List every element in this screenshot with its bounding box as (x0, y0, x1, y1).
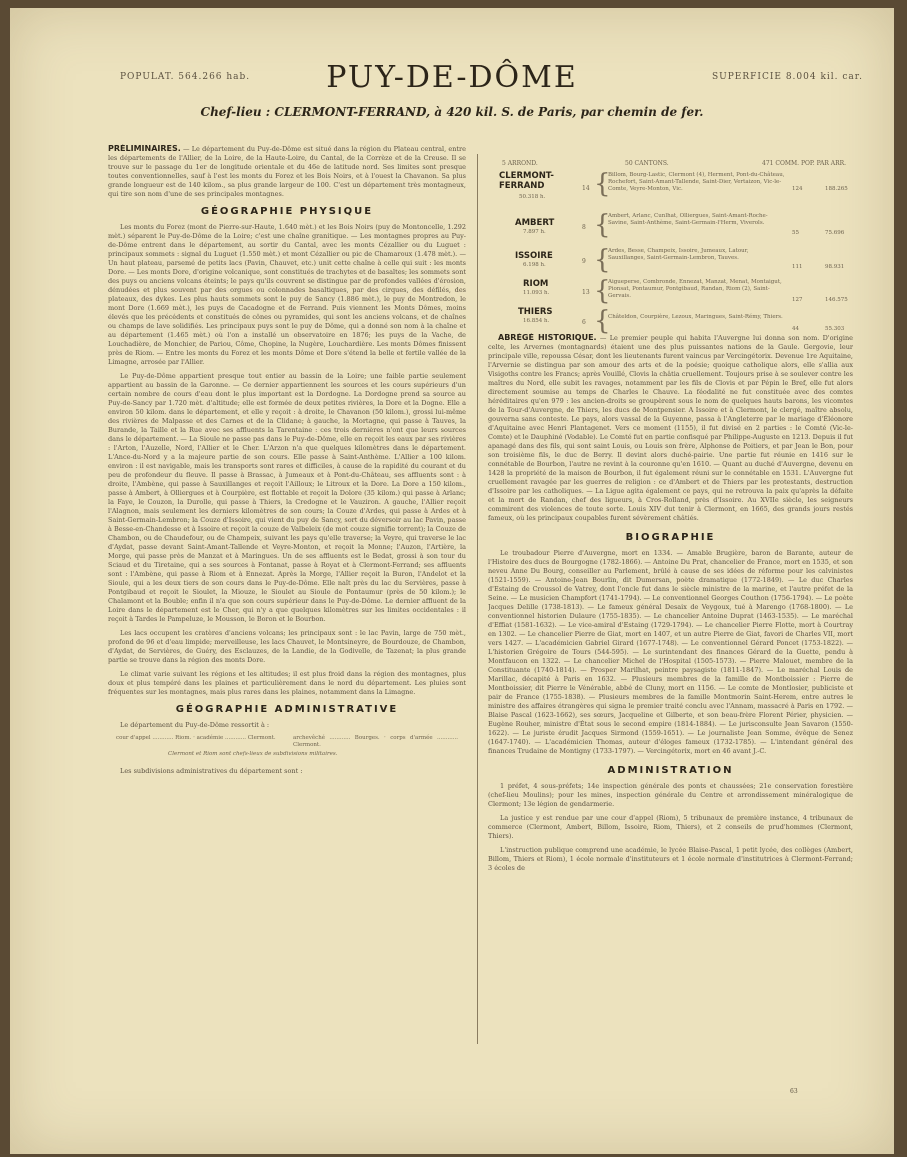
geo-physique-paragraph-4: Le climat varie suivant les régions et les altitudes; il est plus froid dans la région des montagnes, plus doux et plus tempéré dans les plaines et particulièrement dans le nord du département. Les pluies sont fréquentes sur les montagnes, mais plus rares dans les plaines, notamment dans la Limagne. (108, 670, 466, 696)
arr-cantons-ambert: Ambert, Arlanc, Cunlhat, Olliergues, Saint-Amant-Roche-Savine, Saint-Anthème, Saint-Germain-l'Herm, Viverols. (608, 213, 768, 226)
arr-brace-riom: { (594, 276, 611, 306)
arr-name-thiers: THIERS (518, 307, 553, 317)
arr-pop-clermont: 50.318 h. (519, 194, 546, 200)
arr-brace-issoire: { (594, 245, 611, 275)
right-column (488, 333, 853, 1093)
atlas-page (10, 8, 894, 1154)
geo-physique-paragraph-3: Les lacs occupent les cratères d'anciens volcans; les principaux sont : le lac Pavin, large de 750 mèt., profond de 96 et d'eau limpide; merveilleuse, les lacs Chauvet, le Montsineyre, de Bourdouze, de Chambon, d'Aydat, de Servières, de Guéry, des Esclauzes, de la Landie, de la Godivelle, de Tazenat; la plus grande partie se trouve dans la région des monts Dore. (108, 629, 466, 664)
arr-communes-issoire: 111 (792, 264, 803, 270)
arr-cantons-n-clermont: 14 (582, 185, 590, 192)
geo-administrative-footer: Les subdivisions administratives du département sont : (120, 767, 303, 775)
chef-lieu-line: Chef-lieu : CLERMONT-FERRAND, à 420 kil. S. de Paris, par chemin de fer. (200, 105, 704, 119)
arr-communes-riom: 127 (792, 297, 803, 303)
arr-communes-ambert: 55 (792, 230, 799, 236)
geographie-administrative-heading: GÉOGRAPHIE ADMINISTRATIVE (175, 704, 399, 715)
arr-cantons-clermont: Billom, Bourg-Lastic, Clermont (4), Herment, Pont-du-Château, Rochefort, Saint-Amant-Tallende, Saint-Dier, Vertaizon, Vic-le-Comte, Veyre-Monton, Vic. (608, 172, 785, 192)
arr-population-thiers: 55.303 (825, 326, 845, 332)
preliminaires-paragraph (108, 144, 466, 199)
arr-brace-thiers: { (594, 306, 611, 336)
arr-name-issoire: ISSOIRE (515, 251, 553, 261)
arr-population-clermont: 188.265 (825, 186, 848, 192)
abrege-paragraph (488, 333, 853, 523)
arr-cantons-issoire: Ardes, Besse, Champeix, Issoire, Jumeaux, Latour, Sauxillanges, Saint-Germain-Lembron, Tauves. (608, 248, 749, 261)
arr-pop-thiers: 16.854 h. (523, 318, 550, 324)
arr-cantons-riom: Aigueperse, Combronde, Ennezat, Manzat, Menat, Montaigut, Pionsat, Pontaumur, Pontgibaud, Randan, Riom (2), Saint-Gervais. (608, 279, 782, 299)
arr-cantons-n-ambert: 8 (582, 224, 586, 231)
ressort-right: archevêché ............ Bourges. · corps d'armée ............ Clermont. (293, 735, 458, 748)
administration-heading: ADMINISTRATION (607, 765, 734, 776)
administration-text-3: L'instruction publique comprend une académie, le lycée Blaise-Pascal, 1 petit lycée, des collèges (Ambert, Billom, Thiers et Riom), 1 école normale d'instituteurs et 1 école normale d'institutrices à Clermont-Ferrand; 3 écoles de (488, 846, 853, 872)
biographie-heading: BIOGRAPHIE (625, 532, 716, 543)
ressort-note: Clermont et Riom sont chefs-lieux de subdivisions militaires. (168, 751, 338, 757)
arr-communes-clermont: 124 (792, 186, 803, 192)
preliminaires-label: PRÉLIMINAIRES. (108, 144, 181, 153)
arr-cantons-thiers: Châteldon, Courpière, Lezoux, Maringues, Saint-Rémy, Thiers. (608, 314, 783, 320)
page-title: PUY-DE-DÔME (326, 60, 578, 95)
arr-pop-ambert: 7.897 h. (523, 229, 546, 235)
arr-name-riom: RIOM (523, 279, 549, 289)
arr-header-communes: 471 COMM. POP. PAR ARR. (762, 160, 847, 167)
left-column (108, 144, 466, 1049)
arr-brace-ambert: { (594, 210, 611, 240)
arr-population-ambert: 75.696 (825, 230, 845, 236)
geographie-physique-heading: GÉOGRAPHIE PHYSIQUE (200, 206, 374, 217)
arr-population-issoire: 98.931 (825, 264, 845, 270)
arr-communes-thiers: 44 (792, 326, 799, 332)
arr-pop-issoire: 6.198 h. (523, 262, 546, 268)
geo-physique-paragraph-2: Le Puy-de-Dôme appartient presque tout entier au bassin de la Loire; une faible partie seulement appartient au bassin de la Garonne. — Ce dernier appartiennent les sources et les cours supérieurs d'un certain nombre de cours d'eau dont le plus important est la Dordogne. La Dordogne prend sa source au Puy-de-Sancy par 1.720 mèt. d'altitude; elle est formée de deux petites rivières, la Dore et la Dogne. Elle a environ 50 kilom. dans le département, et elle y reçoit : à droite, le Chavanon (50 kilom.), grossi lui-même des rivières de Malpasse et des Carnes et de la Clidane; à gauche, la Mortagne, qui passe à Tauves, la Burande, la Taille et la Rue avec ses affluents la Tarentaine : ces trois dernières n'ont que leurs sources dans le département. — La Sioule ne passe pas dans le Puy-de-Dôme, elle en reçoit les eaux par ses rivières : l'Arton, l'Auzelle, Nord, l'Allier et le Cher. L'Arzon n'a que quelques kilomètres dans le département. L'Ance-du-Nord y a la majeure partie de son cours. Elle passe à Saint-Anthème. L'Allier a 100 kilom. environ : il est navigable, mais les transports sont rares et difficiles, à cause de la rapidité du courant et du peu de profondeur du fleuve. Il passe à Brassac, à Jumeaux et à Pont-du-Château, ses affluents sont : à droite, l'Ambène, qui passe à Sauxillanges et reçoit l'Ailloux; le Litroux et la Dore. La Dore a 150 kilom., passe à Ambert, à Olliergues et à Courpière, est flottable et reçoit la Dolore (35 kilom.) qui passe à Arlanc; la Faye, le Couzon, la Durolle, qui passe à Thiers, la Credogne et le Vauziron. A gauche, l'Allier reçoit l'Alagnon, mais seulement les derniers kilomètres de son cours; la Couze d'Ardes, qui passe à Ardes et à Saint-Germain-Lembron; la Couze d'Issoire, qui vient du puy de Sancy, sort du déversoir au lac Pavin, passe à Besse-en-Chandesse et à Issoire et reçoit la couze de Valbeleix (de mot couze signifie torrent); la Couze de Chambon, ou de Chaudefour, ou de Champeix, suivant les pays qu'elle traverse; la Veyre, qui traverse le lac d'Aydat, passe devant Saint-Amant-Tallende et Veyre-Monton, et reçoit la Monne; l'Auzon, l'Artière, la Morge, qui passe près de Manzat et à Maringues. Un de ses affluents est le Bedat, grossi à son tour du Sciaud et du Tiretaine, qui a ses sources à Fontanat, passe à Royat et à Clermont-Ferrand; ses affluents sont : l'Ambène, qui passe à Riom et à Ennezat. Après la Morge, l'Allier reçoit la Buron, l'Andelot et la Sioule, qui a les deux tiers de son cours dans le Puy-de-Dôme. Elle naît près du lac du Servières, passe à Pontgibaud et reçoit le Sioulet, la Miouze, le Sioulet au Sioule de Pontaumur (près de 50 kilom.); le Chalamont et la Bouble; enfin il n'a que son cours supérieur dans le Puy-de-Dôme. Le dernier affluent de la Loire dans le département est le Cher, qui n'y a que quelques kilomètres sur les limites occidentales : il reçoit à Tardes le Pampeluze, le Mousson, le Boron et le Bourbon. (108, 372, 466, 623)
ressort-left: cour d'appel ............ Riom. · académie ............ Clermont. (116, 735, 276, 741)
page-number: 63 (790, 1088, 798, 1095)
ressort-table (108, 735, 466, 761)
superficie-label: SUPERFICIE 8.004 kil. car. (712, 72, 863, 82)
arr-header-cantons: 50 CANTONS. (625, 160, 669, 167)
arr-name-clermont: CLERMONT-FERRAND (499, 171, 554, 191)
arr-population-riom: 146.575 (825, 297, 848, 303)
arr-name-ambert: AMBERT (515, 218, 555, 228)
arr-pop-riom: 11.093 h. (523, 290, 550, 296)
preliminaires-text: — Le département du Puy-de-Dôme est situé dans la région du Plateau central, entre les départements de l'Allier, de la Loire, de la Haute-Loire, du Cantal, de la Corrèze et de la Creuse. Il se trouve sur le passage du 1er de longitude orientale et du 46e de latitude nord. Ses limites sont presque toutes conventionnelles, sauf à l'est les monts du Forez et les Bois Noirs, et à l'ouest la Chavanon. Sa plus grande longueur est de 140 kilom., sa plus grande largeur de 100. C'est un département très montagneux, qui tire son nom d'une de ses principales montagnes. (108, 145, 466, 198)
population-label: POPULAT. 564.266 hab. (120, 72, 251, 82)
abrege-heading: ABRÉGÉ HISTORIQUE. (498, 333, 597, 342)
administration-text-2: La justice y est rendue par une cour d'appel (Riom), 5 tribunaux de première instance, 4 tribunaux de commerce (Clermont, Ambert, Billom, Issoire, Riom, Thiers), et 2 conseils de prud'hommes (Clermont, Thiers). (488, 814, 853, 840)
biographie-text: Le troubadour Pierre d'Auvergne, mort en 1334. — Amable Brugière, baron de Barante, auteur de l'Histoire des ducs de Bourgogne (1782-1866). — Antoine Du Prat, chancelier de France, mort en 1535, et son neveu Anne Du Bourg, conseiller au Parlement, brûlé à cause de ses idées de réforme pour les calvinistes (1521-1559). — Antoine-Jean Bourlin, dit Dumersan, poète dramatique (1772-1849). — Le duc Charles d'Estaing de Croussol de Vatrey, dont l'oncle fut dans le siècle ministre de la marine, et l'autre préfet de la Seine. — Le musicien Champfort (1741-1794). — Le conventionnel Georges Couthon (1756-1794). — Le poète Jacques Delille (1738-1813). — Le fameux général Desaix de Veygoux, tué à Marengo (1768-1800). — Le conventionnel historien Dulaure (1755-1835). — Le chancelier Antoine Duprat (1463-1535). — Le maréchal d'Effiat (1581-1632). — Le vice-amiral d'Estaing (1729-1794). — Le chancelier Pierre Flotte, mort à Courtray en 1302. — Le chancelier Pierre de Giat, mort en 1407, et un autre Pierre de Giat, favori de Charles VII, mort vers 1427. — L'académicien Gabriel Girard (1677-1748). — Le conventionnel Gérard Poncet (1753-1822). — L'historien Grégoire de Tours (544-595). — Le surintendant des finances Gérard de la Guette, pendu à Montfaucon en 1322. — Le chancelier Michel de l'Hospital (1505-1573). — Pierre Malouet, membre de la Constituante (1740-1814). — Prosper Marilhat, peintre paysagiste (1811-1847). — Le maréchal Louis de Marillac, décapité à Paris en 1632. — Plusieurs membres de la famille de Montboissier : Pierre de Montboissier, dit Pierre le Vénérable, abbé de Cluny, mort en 1156. — Le comte de Montlosier, publiciste et pair de France (1755-1838). — Plusieurs membres de la famille Montmorin Saint-Herem, entre autres le ministre des affaires étrangères qui signa le premier traité conclu avec l'Annam, massacré à Paris en 1792. — Blaise Pascal (1623-1662), ses sœurs, Jacqueline et Gilberte, et son beau-frère Florent Périer, physicien. — Eugène Rouher, ministre d'État sous le second empire (1814-1884). — Le jurisconsulte Jean Savaron (1550-1622). — Le juriste érudit Jacques Sirmond (1559-1651). — Le journaliste Jean Somme, évêque de Senez (1647-1740). — L'académicien Thomas, auteur d'éloges fameux (1732-1785). — L'intendant général des finances Trudaine de Montigny (1733-1797). — Vercingétorix, mort en 46 avant J.-C. (488, 549, 853, 755)
arr-brace-clermont: { (594, 169, 611, 199)
column-divider (477, 154, 478, 1044)
arr-cantons-n-thiers: 6 (582, 319, 586, 326)
geo-administrative-intro: Le département du Puy-de-Dôme ressortit à : (120, 721, 270, 729)
administration-text-1: 1 préfet, 4 sous-préfets; 14e inspection générale des ponts et chaussées; 21e conservation forestière (chef-lieu Moulins); pour les mines, inspection générale du Centre et arrondissement minéralogique de Clermont; 13e légion de gendarmerie. (488, 782, 853, 808)
arr-cantons-n-issoire: 9 (582, 258, 586, 265)
abrege-text: — Le premier peuple qui habita l'Auvergne lui donna son nom. D'origine celte, les Arvernes (montagnards) étaient une des plus puissantes nations de la Gaule. Gergovie, leur principale ville, repoussa César, dont les lieutenants furent vaincus par Vercingétorix. Devenue 1re Aquitaine, l'Arvernie se distingua par son amour des arts et de la poésie; quoique catholique alors, elle s'allia aux Visigoths contre les Francs; après Vouillé, Clovis la châtia cruellement. Toujours prise à se soulever contre les maîtres du Nord, elle subit les ravages, notamment par les fils de Clovis et par Pépin le Bref, elle fut alors directement soumise au temps de Charles le Chauve. La féodalité ne fut constituée avec des comtes héréditaires qu'en 979 : les ancien-droits se groupèrent sous le nom de quelques hauts barons, les vicomtes de la Tour-d'Auvergne, de Thiers, les ducs de Montpensier. A Issoire et à Clermont, le clergé, maître absolu, gouverna sans conteste. Le pays, alors vassal de la Guyenne, passa à l'Angleterre par le mariage d'Éléonore d'Aquitaine avec Henri Plantagenet. Vers ce moment (1155), il fut divisé en 2 parties : le Comté (Vic-le-Comte) et le Dauphiné (Vodable). Le Comté fut en partie confisqué par Philippe-Auguste en 1213. Depuis il fut apanagé dans des fils, qui sont saint Louis, ou Louis son frère, Alphonse de Poitiers, et par Jean le Bon, pour son troisième fils, le duc de Berry. Il devint alors duché-pairie. Une partie fut réunie en 1416 sur le connétable de Bourbon, l'autre ne revint à la couronne qu'en 1610. — Quant au duché d'Auvergne, devenu en 1428 la propriété de la maison de Bourbon, il fut également réuni sur le connétable en 1531. L'Auvergne fut cruellement ravagée par les guerres de religion : ce d'Ambert et de Thiers par les protestants, destruction d'Issoire par les catholiques. — La Ligue agita également ce pays, qui ne retrouva la paix qu'après la défaite et la mort de Randan, chef des ligueurs, à Cros-Rolland, près d'Issoire. Au XVIIe siècle, les seigneurs commirent des violences de toute sorte. Louis XIV dut tenir à Clermont, en 1665, des grands jours restés fameux, où les principaux coupables furent sévèrement châtiés. (488, 334, 853, 522)
geo-physique-paragraph-1: Les monts du Forez (mont de Pierre-sur-Haute, 1.640 mèt.) et les Bois Noirs (puy de Montoncelle, 1.292 mèt.) séparent le Puy-de-Dôme de la Loire; c'est une chaîne granitique. — Les montagnes propres au Puy-de-Dôme entrent dans le département, au sortir du Cantal, avec les monts Cézallier ou du Luguet : principaux sommets : signal du Luguet (1.550 mèt.) et mont Cézallier ou pic de Chamaroux (1.478 mèt.). — Un haut plateau, parsemé de petits lacs (Pavin, Chauvet, etc.) unit cette chaîne à celle qui suit : les monts Dore. — Les monts Dore, d'origine volcanique, sont constitués de trachytes et de basaltes; les sommets sont des puys ou anciens volcans éteints; le pays qu'ils couvrent se distingue par de profondes vallées d'érosion, dénudées et plus souvent par des orgues ou colonnades basaltiques, par des cirques, des défilés, des plateaux, des dykes. Les plus hauts sommets sont le puy de Sancy (1.886 mèt.), le puy de Montredon, le mont Dore (1.669 mèt.), les puys de Cacadogne et de Ferrand. Puis viennent les Monts Dômes, moins élevés que les précédents et constitués de cônes ou pyramides, qui sont les anciens volcans, et de chaînes ou champs de lave solidifiés. Les principaux puys sont le puy de Dôme, qui a donné son nom à la chaîne et au département (1.465 mèt.) où l'on a installé un observatoire en 1876; les puys de la Vache, de Louchadière, de Monchier, de Pariou, Côme, Chopine, la Nugère, Louchardière. Les monts Dômes finissent près de Riom. — Entre les monts du Forez et les monts Dôme et Dore s'étend la belle et fertile vallée de la Limagne, arrosée par l'Allier. (108, 223, 466, 366)
arr-header-arrond: 5 ARROND. (502, 160, 538, 167)
arr-cantons-n-riom: 13 (582, 289, 590, 296)
